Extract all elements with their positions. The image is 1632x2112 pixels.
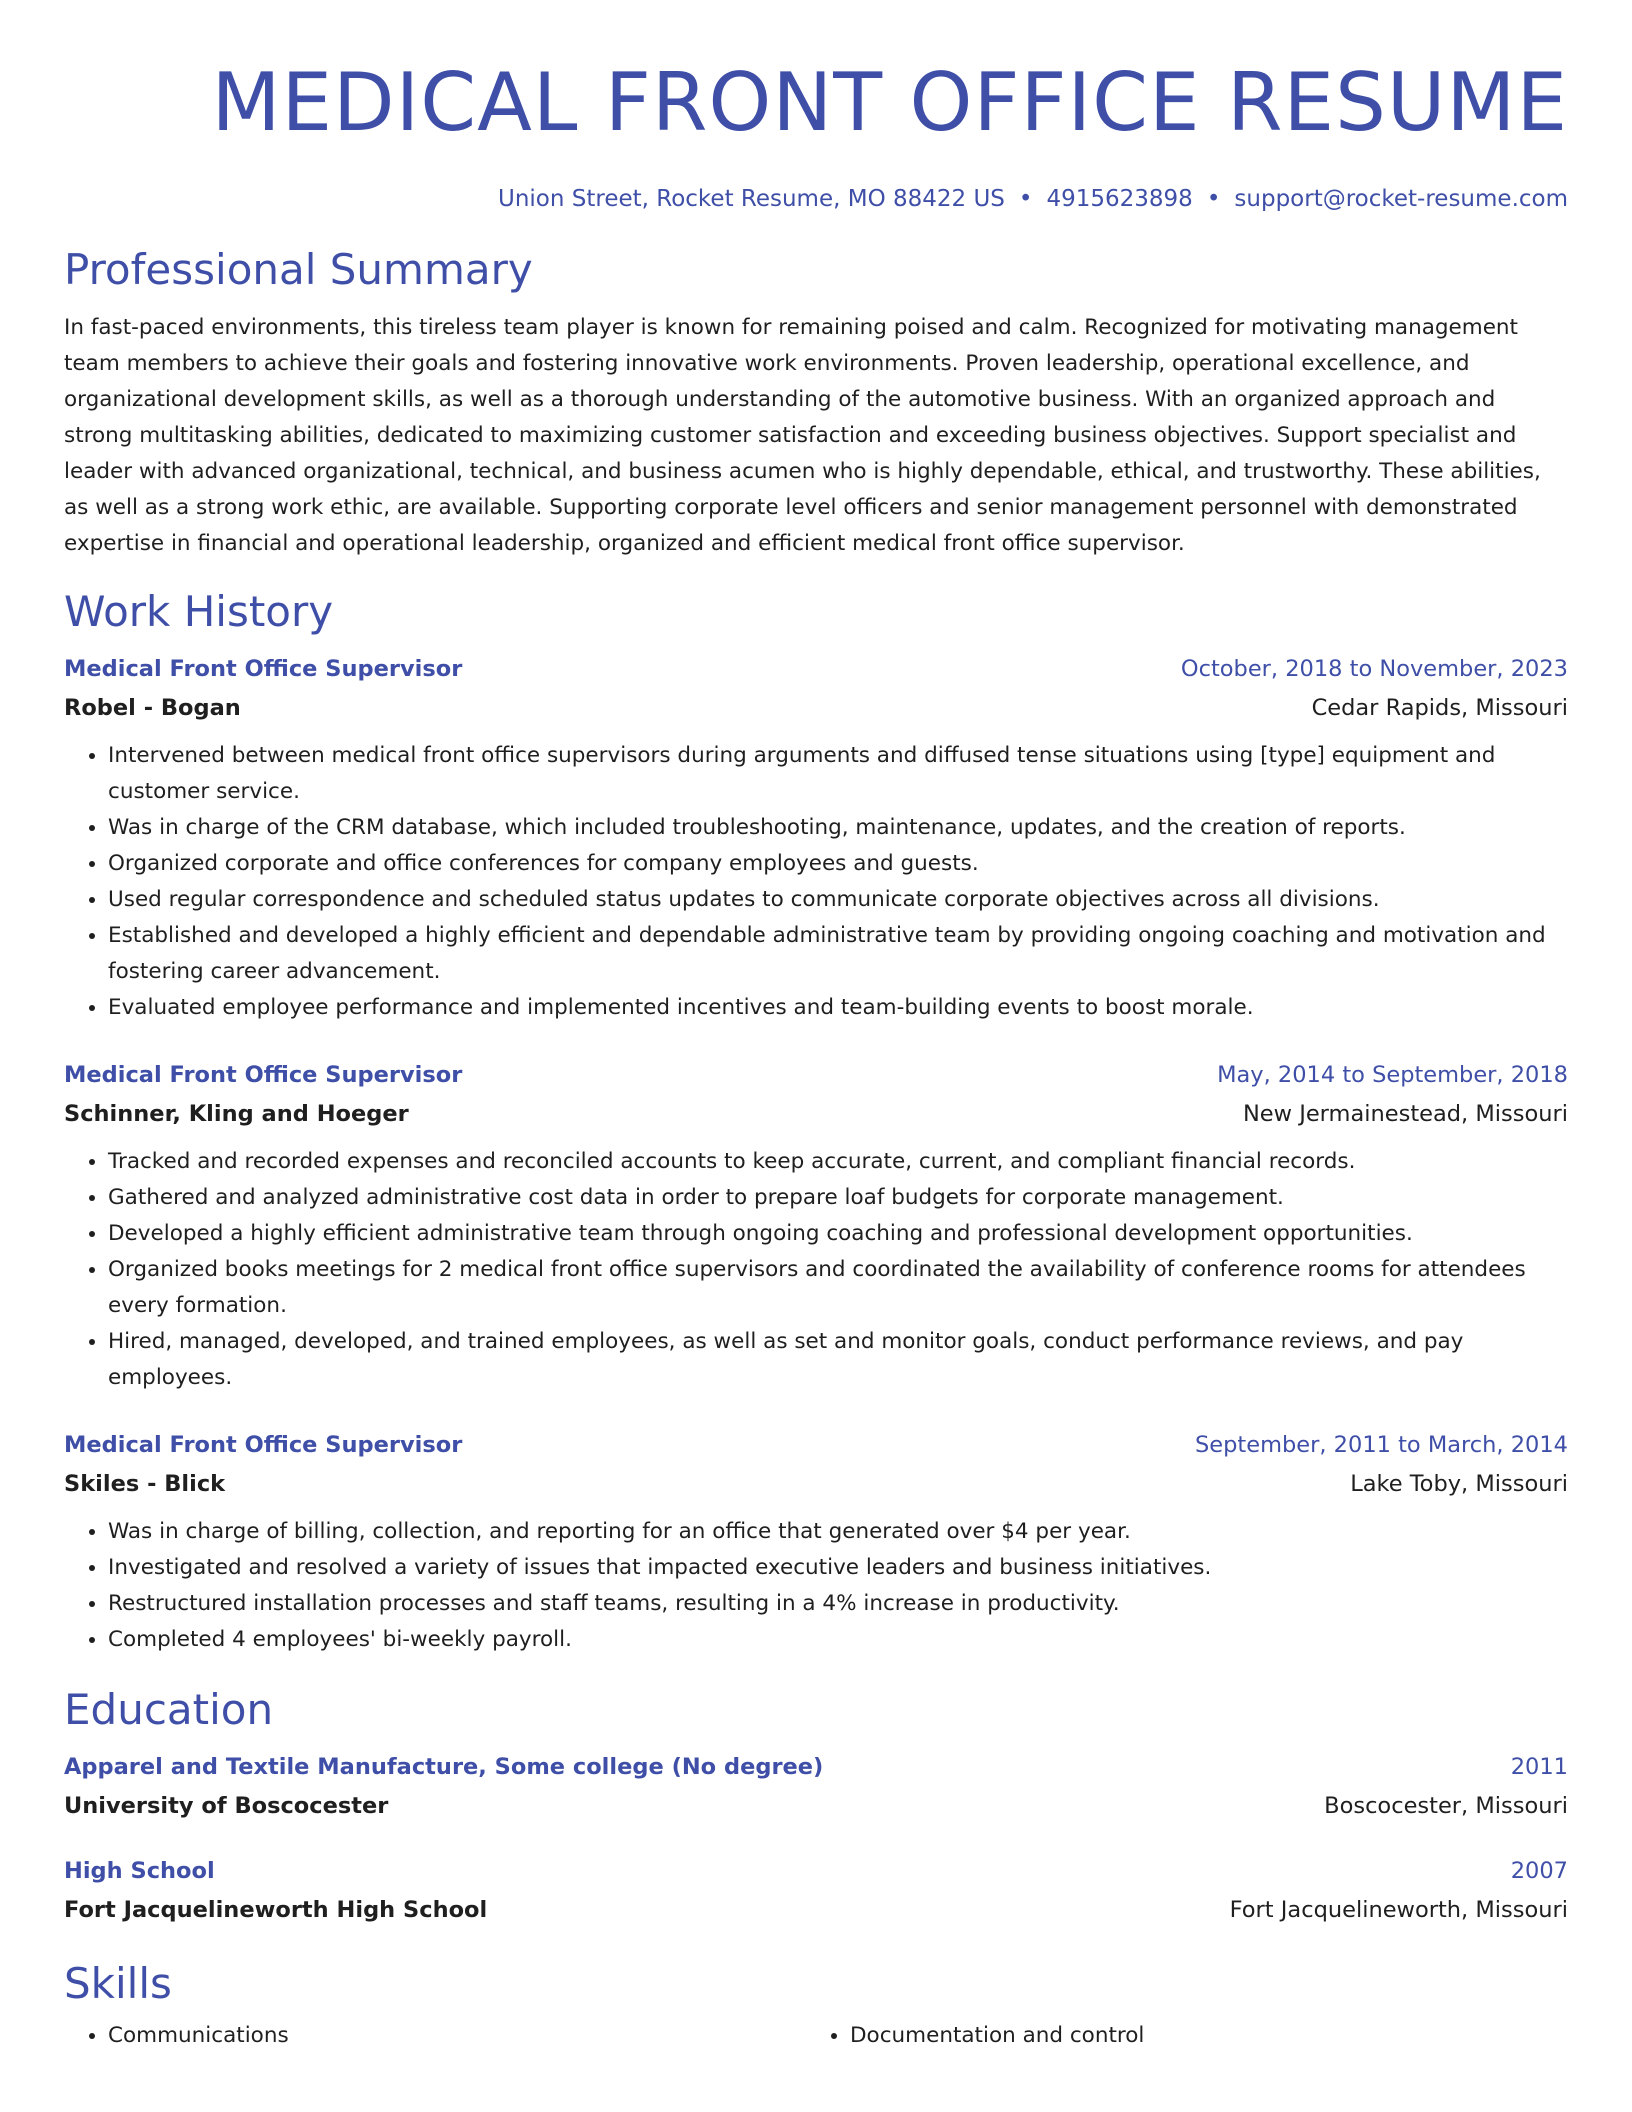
job-bullets	[64, 1514, 1568, 1658]
job-company: Robel - Bogan	[64, 695, 241, 721]
education-school-row	[64, 1786, 1568, 1826]
job-bullet: • Developed a highly efficient administrative team through ongoing coaching and professional development opportunities.	[108, 1216, 1568, 1252]
resume-title: MEDICAL FRONT OFFICE RESUME	[211, 56, 1568, 149]
job-header-row	[64, 650, 1568, 688]
work-history-heading: Work History	[64, 587, 334, 636]
job-company: Skiles - Blick	[64, 1471, 226, 1497]
job-bullet: • Organized corporate and office conferences for company employees and guests.	[108, 846, 1568, 882]
education-header-row	[64, 1748, 1568, 1786]
contact-line	[64, 184, 1568, 214]
job-entry	[64, 650, 1568, 1026]
job-title: Medical Front Office Supervisor	[64, 656, 463, 682]
job-dates: May, 2014 to September, 2018	[1217, 1062, 1568, 1088]
skill-item: • Communications	[108, 2018, 806, 2054]
education-location: Boscocester, Missouri	[1324, 1793, 1568, 1819]
education-year: 2007	[1510, 1858, 1568, 1884]
education-entry	[64, 1748, 1568, 1826]
job-bullet: • Was in charge of billing, collection, and reporting for an office that generated over $4 per year.	[108, 1514, 1568, 1550]
job-bullet: • Completed 4 employees' bi-weekly payroll.	[108, 1622, 1568, 1658]
job-bullet: • Established and developed a highly efficient and dependable administrative team by providing ongoing coaching and motivation and fostering career advancement.	[108, 918, 1568, 990]
skills-list	[64, 2018, 1568, 2054]
education-list	[64, 1748, 1568, 1930]
job-bullet: • Organized books meetings for 2 medical front office supervisors and coordinated the availability of conference rooms for attendees every formation.	[108, 1252, 1568, 1324]
job-bullet: • Restructured installation processes and staff teams, resulting in a 4% increase in productivity.	[108, 1586, 1568, 1622]
education-year: 2011	[1510, 1754, 1568, 1780]
job-bullet: • Used regular correspondence and scheduled status updates to communicate corporate objectives across all divisions.	[108, 882, 1568, 918]
job-bullet: • Tracked and recorded expenses and reconciled accounts to keep accurate, current, and compliant financial records.	[108, 1144, 1568, 1180]
job-header-row	[64, 1056, 1568, 1094]
job-bullet: • Intervened between medical front office supervisors during arguments and diffused tense situations using [type] equipment and customer service.	[108, 738, 1568, 810]
skills-column-right	[806, 2018, 1548, 2054]
contact-separator: •	[1206, 186, 1221, 212]
job-bullets	[64, 1144, 1568, 1396]
job-bullets	[64, 738, 1568, 1026]
education-heading: Education	[64, 1685, 274, 1734]
job-dates: October, 2018 to November, 2023	[1180, 656, 1568, 682]
contact-email: support@rocket-resume.com	[1234, 186, 1568, 212]
job-location: Lake Toby, Missouri	[1350, 1471, 1568, 1497]
job-bullet: • Hired, managed, developed, and trained employees, as well as set and monitor goals, conduct performance reviews, and pay employees.	[108, 1324, 1568, 1396]
job-title: Medical Front Office Supervisor	[64, 1062, 463, 1088]
education-degree: High School	[64, 1858, 215, 1884]
skills-heading: Skills	[64, 1959, 172, 2008]
job-entry	[64, 1056, 1568, 1396]
education-school: Fort Jacquelineworth High School	[64, 1897, 488, 1923]
education-school: University of Boscocester	[64, 1793, 389, 1819]
contact-separator: •	[1018, 186, 1033, 212]
job-company-row	[64, 688, 1568, 728]
job-title: Medical Front Office Supervisor	[64, 1432, 463, 1458]
contact-phone: 4915623898	[1046, 186, 1193, 212]
skills-column-left	[64, 2018, 806, 2054]
skill-item: • Documentation and control	[850, 2018, 1548, 2054]
job-location: New Jermainestead, Missouri	[1242, 1101, 1568, 1127]
contact-address: Union Street, Rocket Resume, MO 88422 US	[497, 186, 1005, 212]
education-header-row	[64, 1852, 1568, 1890]
education-school-row	[64, 1890, 1568, 1930]
job-bullet: • Gathered and analyzed administrative cost data in order to prepare loaf budgets for corporate management.	[108, 1180, 1568, 1216]
job-company-row	[64, 1464, 1568, 1504]
education-location: Fort Jacquelineworth, Missouri	[1229, 1897, 1568, 1923]
education-entry	[64, 1852, 1568, 1930]
job-location: Cedar Rapids, Missouri	[1311, 695, 1568, 721]
summary-text: In fast-paced environments, this tireless team player is known for remaining poised and calm. Recognized for motivating management team members to achieve their goals and fostering innovative work environments. Proven leadership, operational excellence, and organizational development skills, as well as a thorough understanding of the automotive business. With an organized approach and strong multitasking abilities, dedicated to maximizing customer satisfaction and exceeding business objectives. Support specialist and leader with advanced organizational, technical, and business acumen who is highly dependable, ethical, and trustworthy. These abilities, as well as a strong work ethic, are available. Supporting corporate level officers and senior management personnel with demonstrated expertise in financial and operational leadership, organized and efficient medical front office supervisor.	[64, 315, 1541, 556]
job-company-row	[64, 1094, 1568, 1134]
summary-heading: Professional Summary	[64, 245, 533, 294]
education-degree: Apparel and Textile Manufacture, Some college (No degree)	[64, 1754, 824, 1780]
job-company: Schinner, Kling and Hoeger	[64, 1101, 409, 1127]
job-header-row	[64, 1426, 1568, 1464]
job-bullet: • Evaluated employee performance and implemented incentives and team-building events to boost morale.	[108, 990, 1568, 1026]
job-bullet: • Was in charge of the CRM database, which included troubleshooting, maintenance, updates, and the creation of reports.	[108, 810, 1568, 846]
job-bullet: • Investigated and resolved a variety of issues that impacted executive leaders and business initiatives.	[108, 1550, 1568, 1586]
job-entry	[64, 1426, 1568, 1658]
job-dates: September, 2011 to March, 2014	[1195, 1432, 1568, 1458]
work-history-list	[64, 650, 1568, 1658]
